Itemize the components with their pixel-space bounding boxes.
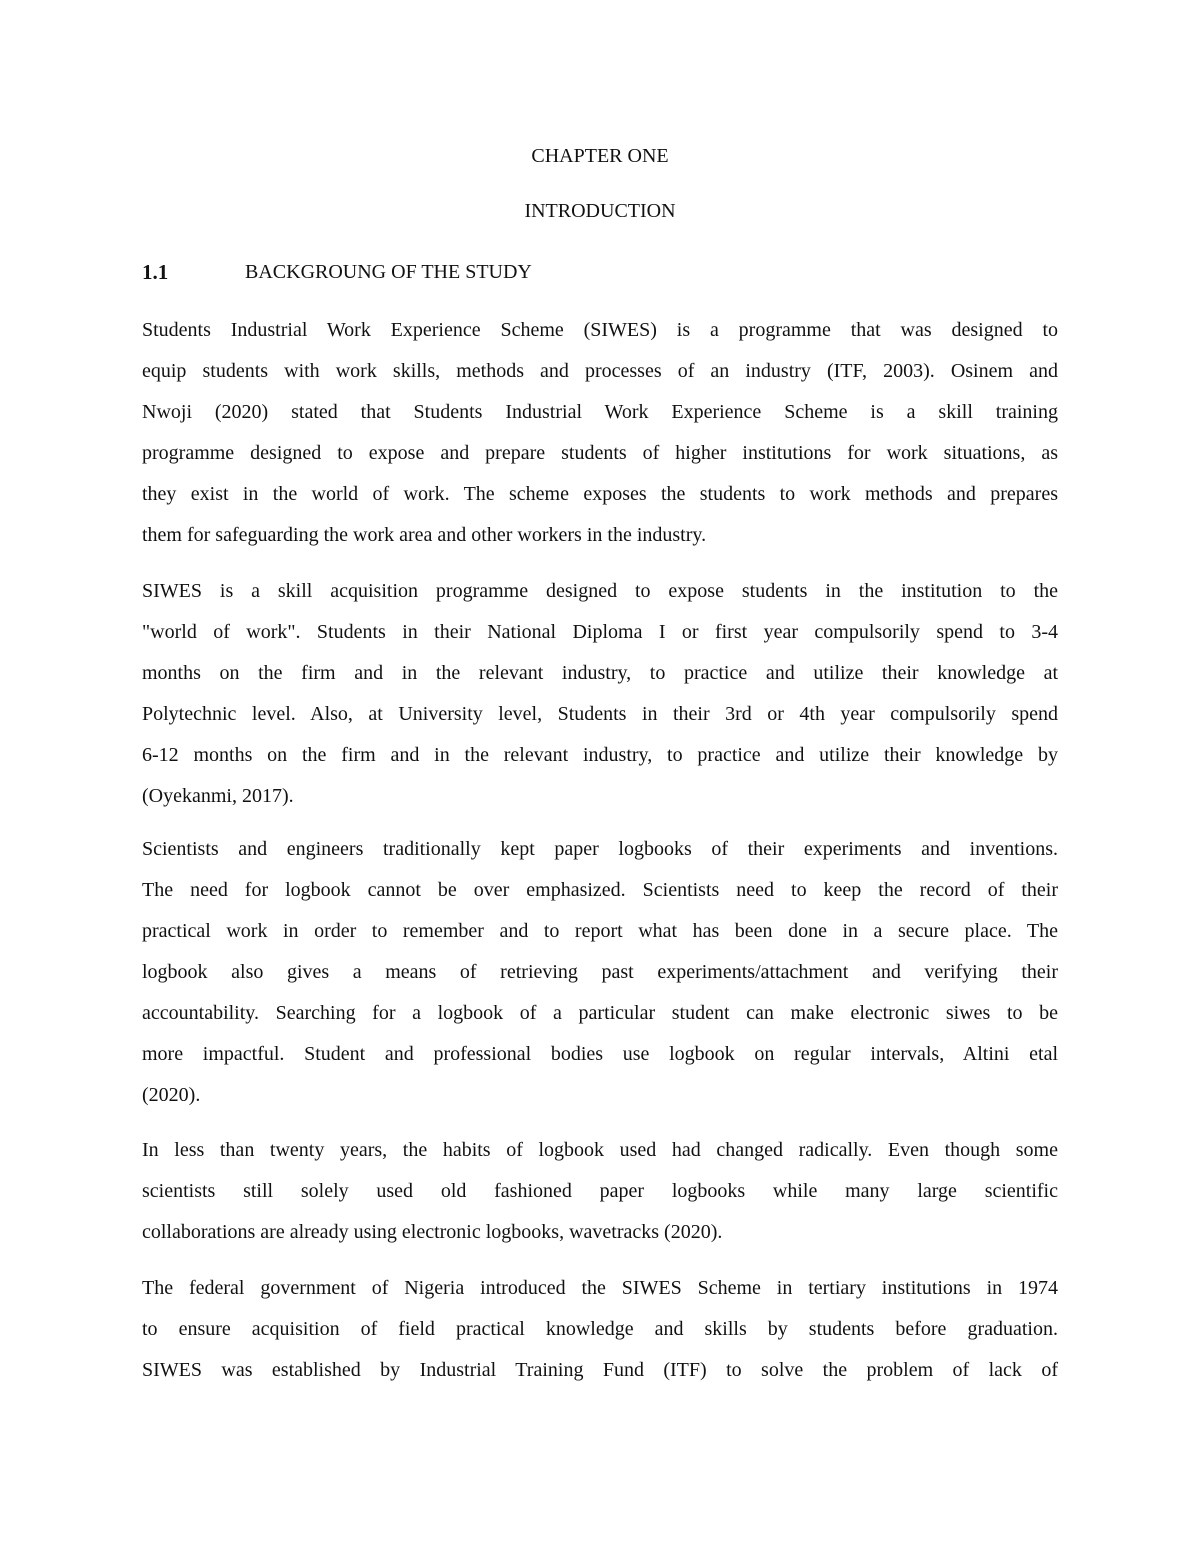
paragraph-line: (2020).: [142, 1084, 201, 1106]
section-number: 1.1: [142, 260, 169, 284]
paragraph-line: The federal government of Nigeria introduced the SIWES Scheme in tertiary institutions in 1974: [142, 1277, 1058, 1299]
paragraph: [142, 571, 1058, 817]
section-heading: [142, 260, 532, 285]
paragraph-line: accountability. Searching for a logbook of a particular student can make electronic siwes to be: [142, 1002, 1058, 1024]
paragraph-line: In less than twenty years, the habits of logbook used had changed radically. Even though some: [142, 1139, 1058, 1161]
paragraph-line: The need for logbook cannot be over emphasized. Scientists need to keep the record of their: [142, 879, 1058, 901]
paragraph-line: (Oyekanmi, 2017).: [142, 785, 294, 807]
paragraph-line: to ensure acquisition of field practical knowledge and skills by students before graduation.: [142, 1318, 1058, 1340]
paragraph-line: "world of work". Students in their National Diploma I or first year compulsorily spend to 3-4: [142, 621, 1058, 643]
paragraph: [142, 310, 1058, 556]
paragraph-line: Students Industrial Work Experience Scheme (SIWES) is a programme that was designed to: [142, 319, 1058, 341]
paragraph: [142, 829, 1058, 1116]
paragraph-line: they exist in the world of work. The scheme exposes the students to work methods and prepares: [142, 483, 1058, 505]
paragraph-line: months on the firm and in the relevant industry, to practice and utilize their knowledge at: [142, 662, 1058, 684]
paragraph-line: scientists still solely used old fashioned paper logbooks while many large scientific: [142, 1180, 1058, 1202]
paragraph-line: collaborations are already using electronic logbooks, wavetracks (2020).: [142, 1221, 723, 1243]
chapter-title: CHAPTER ONE: [531, 145, 669, 167]
paragraph-line: them for safeguarding the work area and other workers in the industry.: [142, 524, 707, 546]
paragraph: [142, 1130, 1058, 1253]
paragraph-line: Polytechnic level. Also, at University level, Students in their 3rd or 4th year compulsorily spend: [142, 703, 1058, 725]
paragraph-line: logbook also gives a means of retrieving past experiments/attachment and verifying their: [142, 961, 1058, 983]
paragraph-line: equip students with work skills, methods and processes of an industry (ITF, 2003). Osinem and: [142, 360, 1058, 382]
paragraph-line: more impactful. Student and professional bodies use logbook on regular intervals, Altini etal: [142, 1043, 1058, 1065]
paragraph-line: SIWES was established by Industrial Training Fund (ITF) to solve the problem of lack of: [142, 1359, 1058, 1381]
paragraph-line: practical work in order to remember and to report what has been done in a secure place. The: [142, 920, 1058, 942]
chapter-heading: INTRODUCTION: [524, 200, 676, 222]
paragraph-line: Nwoji (2020) stated that Students Industrial Work Experience Scheme is a skill training: [142, 401, 1058, 423]
paragraph: [142, 1268, 1058, 1391]
paragraph-line: SIWES is a skill acquisition programme designed to expose students in the institution to the: [142, 580, 1058, 602]
paragraph-line: 6-12 months on the firm and in the relevant industry, to practice and utilize their knowledge by: [142, 744, 1058, 766]
paragraph-line: programme designed to expose and prepare students of higher institutions for work situations, as: [142, 442, 1058, 464]
section-title: BACKGROUNG OF THE STUDY: [245, 261, 532, 283]
paragraph-line: Scientists and engineers traditionally kept paper logbooks of their experiments and inventions.: [142, 838, 1058, 860]
